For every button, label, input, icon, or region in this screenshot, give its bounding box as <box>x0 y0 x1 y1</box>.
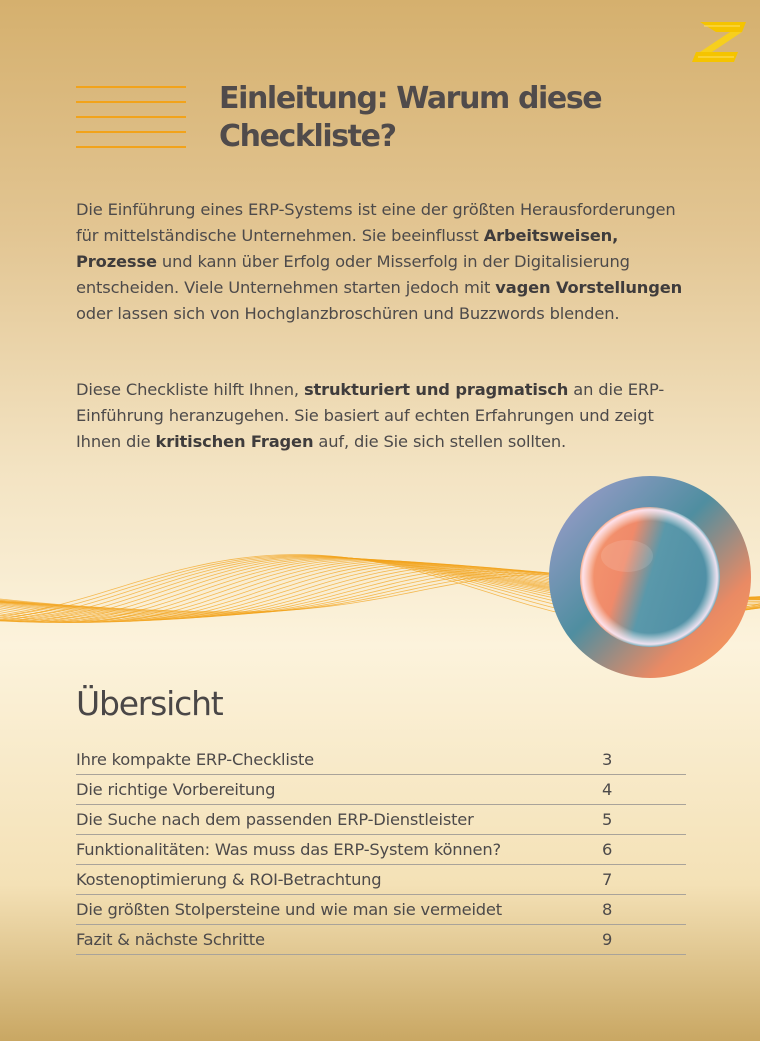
body-text: an die ERP-Einführung heranzugehen. Sie basiert auf echten Erfahrungen und zeigt Ihnen die <box>76 380 665 451</box>
emphasis-text: kritischen Fragen <box>155 432 314 451</box>
intro-paragraph-2 <box>76 377 686 455</box>
body-text: auf, die Sie sich stellen sollten. <box>313 432 567 451</box>
emphasis-text: Arbeitsweisen, Prozesse <box>76 226 619 271</box>
toc-entry[interactable] <box>76 745 686 775</box>
toc-entry[interactable] <box>76 805 686 835</box>
toc-entry-title: Ihre kompakte ERP-Checkliste <box>76 750 314 769</box>
toc-entry[interactable] <box>76 925 686 955</box>
intro-paragraph-1 <box>76 197 686 327</box>
body-text: oder lassen sich von Hochglanzbroschüren und Buzzwords blenden. <box>76 304 620 323</box>
toc-entry-title: Die Suche nach dem passenden ERP-Dienstleister <box>76 810 474 829</box>
body-text: Diese Checkliste hilft Ihnen, <box>76 380 304 399</box>
toc-entry[interactable] <box>76 775 686 805</box>
emphasis-text: strukturiert und pragmatisch <box>303 380 569 399</box>
body-text: Die Einführung eines ERP-Systems ist eine der größten Herausforderungen für mittelständische Unternehmen. Sie beeinflusst <box>76 200 676 245</box>
toc-entry-page: 4 <box>602 780 613 799</box>
toc-entry-title: Funktionalitäten: Was muss das ERP-System können? <box>76 840 501 859</box>
emphasis-text: vagen Vorstellungen <box>495 278 683 297</box>
decorative-orb <box>549 476 751 678</box>
toc-entry[interactable] <box>76 895 686 925</box>
page-heading <box>219 80 689 156</box>
toc-entry-title: Fazit & nächste Schritte <box>76 930 265 949</box>
body-text: und kann über Erfolg oder Misserfolg in der Digitalisierung entscheiden. Viele Unternehmen starten jedoch mit <box>76 252 630 297</box>
z-logo-icon <box>690 20 748 64</box>
toc-entry-page: 8 <box>602 900 613 919</box>
toc-entry-page: 5 <box>602 810 613 829</box>
toc-entry-title: Die größten Stolpersteine und wie man sie vermeidet <box>76 900 502 919</box>
toc-entry-page: 3 <box>602 750 613 769</box>
toc-entry-title: Die richtige Vorbereitung <box>76 780 276 799</box>
table-of-contents <box>76 745 686 955</box>
toc-entry-page: 9 <box>602 930 613 949</box>
heading-line-2: Checkliste? <box>219 119 396 154</box>
overview-title: Übersicht <box>76 684 223 723</box>
toc-entry[interactable] <box>76 865 686 895</box>
toc-entry-page: 7 <box>602 870 613 889</box>
toc-entry[interactable] <box>76 835 686 865</box>
toc-entry-page: 6 <box>602 840 613 859</box>
heading-line-1: Einleitung: Warum diese <box>219 81 602 116</box>
toc-entry-title: Kostenoptimierung & ROI-Betrachtung <box>76 870 382 889</box>
decorative-stripes <box>76 86 186 156</box>
